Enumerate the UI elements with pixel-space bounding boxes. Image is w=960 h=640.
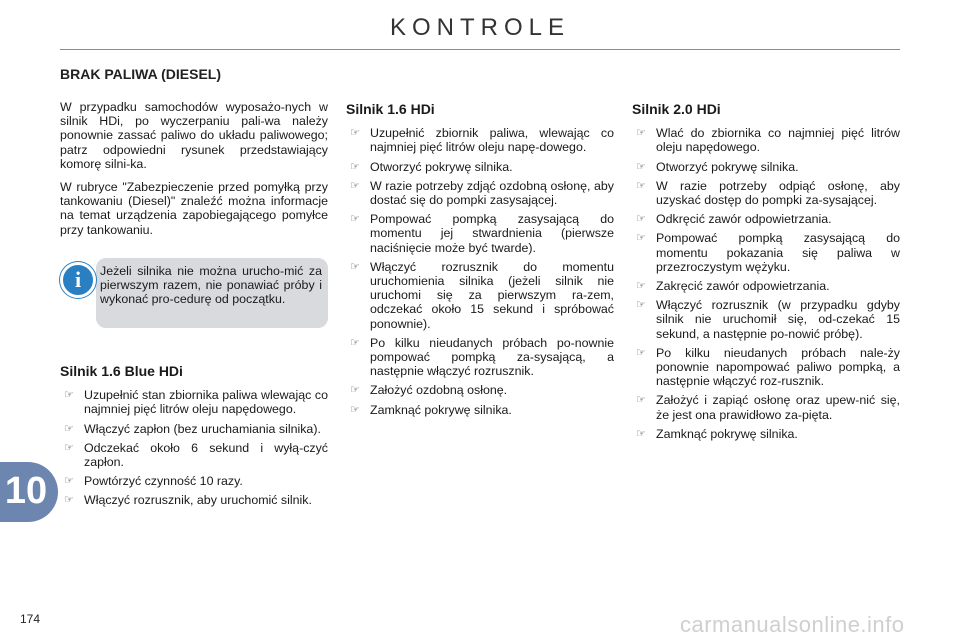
step-item [346,160,614,174]
hdi20-steps [632,126,900,441]
step-item [632,231,900,274]
step-text: Włączyć zapłon (bez uruchamiania silnika). [84,421,321,436]
step-item [632,393,900,421]
step-text: Po kilku nieudanych próbach nale-ży ponownie napompować paliwo pompką, a następnie włączyć roz-rusznik. [656,345,900,389]
step-item [632,279,900,293]
step-text: Włączyć rozrusznik, aby uruchomić silnik. [84,493,312,508]
pointing-hand-icon: ☞ [636,299,646,312]
blue-hdi-section [60,364,328,513]
section-title: BRAK PALIWA (DIESEL) [60,66,221,82]
page-number: 174 [20,612,41,626]
step-item [60,493,328,507]
step-text: Założyć ozdobną osłonę. [370,383,508,398]
step-item [632,126,900,154]
watermark-text: carmanualsonline.info [680,612,905,637]
step-item [346,260,614,331]
chapter-number: 10 [4,470,48,512]
pointing-hand-icon: ☞ [350,179,360,192]
pointing-hand-icon: ☞ [636,160,646,173]
step-text: Pompować pompką zasysającą do momentu pokazania się paliwa w przezroczystym wężyku. [656,231,900,274]
step-text: Zakręcić zawór odpowietrzania. [656,279,830,294]
step-text: Wlać do zbiornika co najmniej pięć litrów oleju napędowego. [656,126,900,155]
step-item [632,160,900,174]
page-title: KONTROLE [389,14,571,41]
step-item [632,298,900,341]
pointing-hand-icon: ☞ [636,280,646,293]
info-note-text: Jeżeli silnika nie można urucho-mić za pierwszym razem, nie ponawiać próby i wykonać pro-cedurę od początku. [100,264,322,307]
pointing-hand-icon: ☞ [350,127,360,140]
pointing-hand-icon: ☞ [64,422,74,435]
step-text: Powtórzyć czynność 10 razy. [84,474,243,489]
pointing-hand-icon: ☞ [350,336,360,349]
step-text: Otworzyć pokrywę silnika. [370,159,513,174]
step-text: Odczekać około 6 sekund i wyłą-czyć zapłon. [84,440,328,470]
step-text: Zamknąć pokrywę silnika. [656,426,798,441]
hdi16-steps [346,126,614,417]
pointing-hand-icon: ☞ [350,160,360,173]
blue-hdi-title: Silnik 1.6 Blue HDi [60,363,183,379]
pointing-hand-icon: ☞ [636,394,646,407]
left-column [60,100,328,246]
step-item [60,474,328,488]
pointing-hand-icon: ☞ [636,213,646,226]
blue-hdi-steps [60,388,328,507]
step-item [60,422,328,436]
step-item [632,179,900,207]
step-text: Zamknąć pokrywę silnika. [370,402,512,417]
step-text: W razie potrzeby zdjąć ozdobną osłonę, aby dostać się do pompki zasysającej. [370,178,614,208]
step-item [346,179,614,207]
step-item [632,346,900,389]
pointing-hand-icon: ☞ [350,260,360,273]
intro-paragraph-1: W przypadku samochodów wyposażo-nych w silnik HDi, po wyczerpaniu pali-wa należy ponownie zassać paliwo do układu paliwowego; patrz odpowiedni rysunek przedstawiający komorę silni-ka. [60,100,328,171]
pointing-hand-icon: ☞ [64,494,74,507]
step-item [60,441,328,469]
pointing-hand-icon: ☞ [636,232,646,245]
step-text: Założyć i zapiąć osłonę oraz upew-nić się, że jest ona prawidłowo za-pięta. [656,393,900,422]
step-item [60,388,328,416]
step-text: Odkręcić zawór odpowietrzania. [656,212,832,227]
info-note-box [60,258,328,328]
intro-paragraph-2: W rubryce "Zabezpieczenie przed pomyłką przy tankowaniu (Diesel)" znaleźć można informacje na temat urządzenia zapobiegającego pomyłce przy tankowaniu. [60,180,328,237]
pointing-hand-icon: ☞ [350,403,360,416]
step-text: Pompować pompką zasysającą do momentu jej stwardnienia (pierwsze naciśnięcie może być twarde). [370,212,614,255]
hdi16-section [346,102,614,422]
step-item [346,336,614,379]
pointing-hand-icon: ☞ [636,427,646,440]
info-icon: i [60,262,96,298]
step-text: Otworzyć pokrywę silnika. [656,159,799,174]
pointing-hand-icon: ☞ [636,346,646,359]
hdi16-title: Silnik 1.6 HDi [346,101,435,117]
step-item [346,403,614,417]
step-item [346,212,614,255]
pointing-hand-icon: ☞ [64,441,74,454]
step-text: Włączyć rozrusznik do momentu uruchomienia silnika (jeżeli silnik nie uruchomi się za pierwszym ra-zem, odczekać około 15 sekund i spróbować ponownie). [370,259,614,331]
pointing-hand-icon: ☞ [350,384,360,397]
step-text: Po kilku nieudanych próbach po-nownie pompować pompką za-sysającą, a następnie włączyć rozrusznik. [370,335,614,379]
hdi20-title: Silnik 2.0 HDi [632,101,721,117]
step-item [346,126,614,154]
step-text: Włączyć rozrusznik (w przypadku gdyby silnik nie uruchomił się, od-czekać 15 sekund, a następnie po-nowić próbę). [656,298,900,341]
pointing-hand-icon: ☞ [636,179,646,192]
pointing-hand-icon: ☞ [636,127,646,140]
step-text: W razie potrzeby odpiąć osłonę, aby uzyskać dostęp do pompki za-sysającej. [656,178,900,208]
pointing-hand-icon: ☞ [64,475,74,488]
step-item [346,383,614,397]
hdi20-section [632,102,900,446]
header-divider [60,49,900,50]
step-item [632,427,900,441]
pointing-hand-icon: ☞ [350,213,360,226]
pointing-hand-icon: ☞ [64,389,74,402]
step-text: Uzupełnić zbiornik paliwa, wlewając co najmniej pięć litrów oleju napę-dowego. [370,126,614,155]
step-text: Uzupełnić stan zbiornika paliwa wlewając co najmniej pięć litrów oleju napędowego. [84,388,328,417]
step-item [632,212,900,226]
